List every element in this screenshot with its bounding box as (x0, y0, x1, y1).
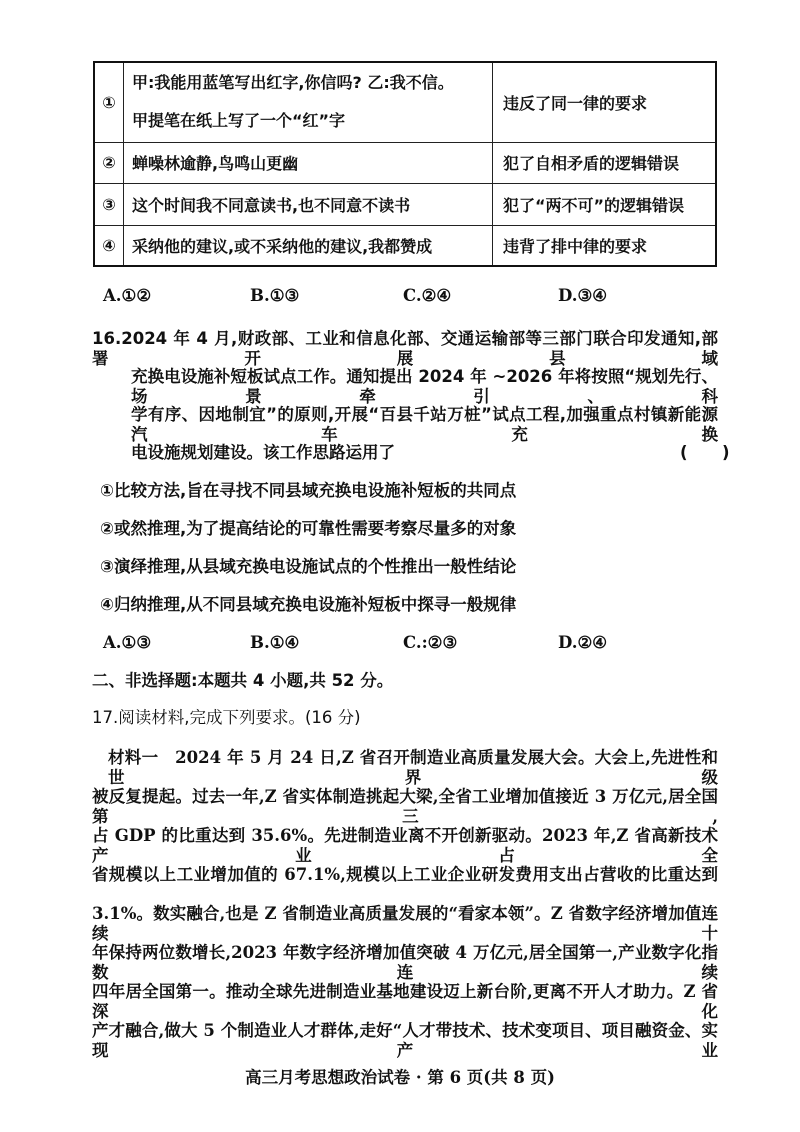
logic-errors-table (93, 61, 717, 267)
row-judgement: 犯了“两不可”的逻辑错误 (493, 183, 717, 225)
q16-stem-line: 充换电设施补短板试点工作。通知提出 2024 年 ~2026 年将按照“规划先行、场景牵引、科 (131, 367, 718, 406)
section-heading: 二、非选择题:本题共 4 小题,共 52 分。 (92, 671, 394, 690)
row-judgement: 犯了自相矛盾的逻辑错误 (493, 142, 717, 183)
row-example: 蝉噪林逾静,鸟鸣山更幽 (124, 142, 493, 183)
table-row (94, 62, 716, 142)
row-example: 这个时间我不同意读书,也不同意不读书 (124, 183, 493, 225)
q16-option-a: A.①③ (103, 633, 152, 652)
page-footer: 高三月考思想政治试卷 · 第 6 页(共 8 页) (245, 1068, 555, 1087)
q16-option-b: B.①④ (250, 633, 300, 652)
q16-statement: ②或然推理,为了提高结论的可靠性需要考察尽量多的对象 (100, 519, 517, 538)
row-number: ① (94, 62, 124, 142)
material-line: 占 GDP 的比重达到 35.6%。先进制造业离不开创新驱动。2023 年,Z 省高新技术产业占全 (92, 826, 718, 865)
row-number: ④ (94, 225, 124, 266)
material-line: 省规模以上工业增加值的 67.1%,规模以上工业企业研发费用支出占营收的比重达到 (92, 865, 718, 884)
row-number: ② (94, 142, 124, 183)
material-line: 被反复提起。过去一年,Z 省实体制造挑起大梁,全省工业增加值接近 3 万亿元,居全国第三, (92, 787, 718, 826)
q17-title: 17.阅读材料,完成下列要求。(16 分) (92, 708, 361, 727)
q16-stem-line: 电设施规划建设。该工作思路运用了 (131, 443, 395, 462)
material-line: 材料一 2024 年 5 月 24 日,Z 省召开制造业高质量发展大会。大会上,先进性和世界级 (108, 748, 718, 787)
q16-option-d: D.②④ (558, 633, 608, 652)
q16-statement: ③演绎推理,从县域充换电设施试点的个性推出一般性结论 (100, 557, 517, 576)
q15-option-b: B.①③ (250, 286, 300, 305)
material-line: 年保持两位数增长,2023 年数字经济增加值突破 4 万亿元,居全国第一,产业数字化指数连续 (92, 943, 718, 982)
q15-option-d: D.③④ (558, 286, 608, 305)
material-line: 3.1%。数实融合,也是 Z 省制造业高质量发展的“看家本领”。Z 省数字经济增加值连续十 (92, 904, 718, 943)
q16-statement: ①比较方法,旨在寻找不同县域充换电设施补短板的共同点 (100, 481, 517, 500)
table-row (94, 225, 716, 266)
row-example: 采纳他的建议,或不采纳他的建议,我都赞成 (124, 225, 493, 266)
answer-bracket: ( ) (680, 443, 730, 462)
material-line: 四年居全国第一。推动全球先进制造业基地建设迈上新台阶,更离不开人才助力。Z 省深化 (92, 982, 718, 1021)
q16-option-c: C.:②③ (403, 633, 458, 652)
example-line: 甲提笔在纸上写了一个“红”字 (132, 111, 346, 131)
table-row (94, 183, 716, 225)
q15-option-a: A.①② (103, 286, 152, 305)
row-judgement: 违背了排中律的要求 (493, 225, 717, 266)
row-example (124, 62, 493, 142)
material-line: 产才融合,做大 5 个制造业人才群体,走好“人才带技术、技术变项目、项目融资金、实现产业 (92, 1021, 718, 1060)
q16-stem-line: 16.2024 年 4 月,财政部、工业和信息化部、交通运输部等三部门联合印发通知,部署开展县域 (92, 329, 718, 368)
q15-option-c: C.②④ (403, 286, 452, 305)
example-line: 甲:我能用蓝笔写出红字,你信吗? 乙:我不信。 (132, 73, 454, 93)
row-judgement: 违反了同一律的要求 (493, 62, 717, 142)
q16-stem-line: 学有序、因地制宜”的原则,开展“百县千站万桩”试点工程,加强重点村镇新能源汽车充换 (131, 405, 718, 444)
table-row (94, 142, 716, 183)
q16-statement: ④归纳推理,从不同县域充换电设施补短板中探寻一般规律 (100, 595, 517, 614)
row-number: ③ (94, 183, 124, 225)
